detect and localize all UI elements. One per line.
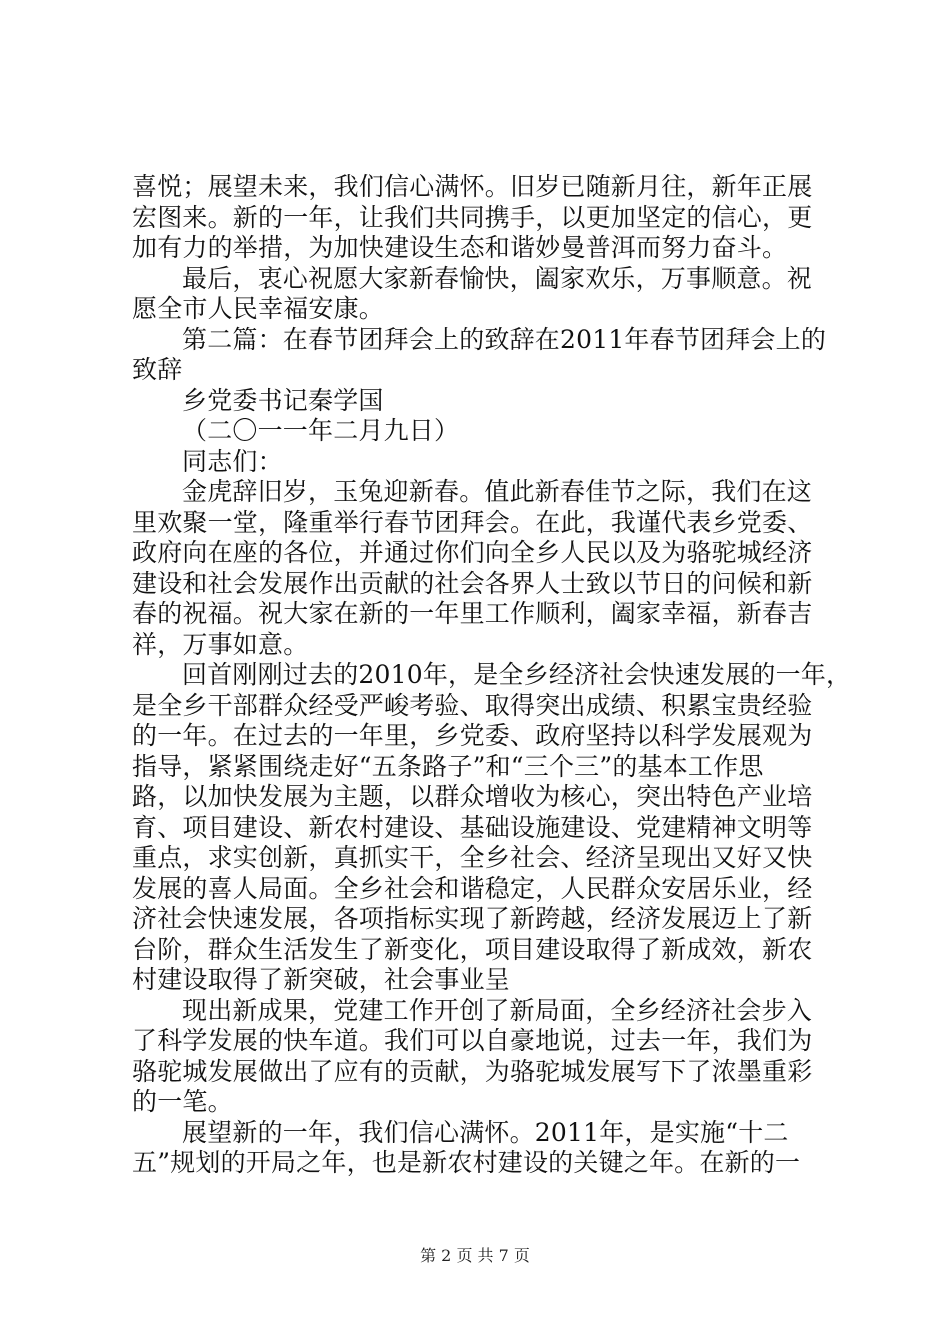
text-line: 了科学发展的快车道。我们可以自豪地说，过去一年，我们为 (132, 1026, 813, 1055)
text-line: 育、项目建设、新农村建设、基础设施建设、党建精神文明等 (132, 812, 813, 842)
text-line: 祥，万事如意。 (132, 629, 309, 659)
text-line: 加有力的举措，为加快建设生态和谐妙曼普洱而努力奋斗。 (132, 233, 788, 262)
text-line: 乡党委书记秦学国 (182, 385, 384, 415)
text-line: 的一笔。 (132, 1087, 233, 1116)
text-line: （二〇一一年二月九日） (182, 416, 460, 445)
text-line: 春的祝福。祝大家在新的一年里工作顺利，阖家幸福，新春吉 (132, 599, 813, 628)
text-line: 回首刚刚过去的2010年，是全乡经济社会快速发展的一年， (182, 660, 852, 689)
text-line: 里欢聚一堂，隆重举行春节团拜会。在此，我谨代表乡党委、 (132, 507, 813, 537)
text-line: 政府向在座的各位，并通过你们向全乡人民以及为骆驼城经济 (132, 538, 813, 567)
text-line: 五”规划的开局之年，也是新农村建设的关键之年。在新的一 (132, 1148, 801, 1177)
document-body (132, 172, 852, 1179)
text-line: 致辞 (132, 355, 183, 384)
text-line: 愿全市人民幸福安康。 (132, 294, 385, 323)
text-line: 路，以加快发展为主题，以群众增收为核心，突出特色产业培 (132, 782, 813, 811)
text-line: 现出新成果，党建工作开创了新局面，全乡经济社会步入 (182, 995, 813, 1025)
text-line: 最后，衷心祝愿大家新春愉快，阖家欢乐，万事顺意。祝 (182, 263, 813, 293)
text-line: 第二篇：在春节团拜会上的致辞在2011年春节团拜会上的 (182, 324, 827, 354)
text-line: 喜悦；展望未来，我们信心满怀。旧岁已随新月往，新年正展 (132, 172, 813, 201)
page-footer: 第 2 页 共 7 页 (420, 1246, 530, 1265)
text-line: 宏图来。新的一年，让我们共同携手，以更加坚定的信心，更 (132, 202, 813, 232)
text-line: 指导，紧紧围绕走好“五条路子”和“三个三”的基本工作思 (132, 751, 764, 781)
text-line: 的一年。在过去的一年里，乡党委、政府坚持以科学发展观为 (132, 721, 813, 750)
text-line: 台阶，群众生活发生了新变化，项目建设取得了新成效，新农 (132, 934, 813, 964)
text-line: 展望新的一年，我们信心满怀。2011年，是实施“十二 (182, 1117, 789, 1147)
text-line: 同志们： (182, 446, 283, 476)
text-line: 重点，求实创新，真抓实干，全乡社会、经济呈现出又好又快 (132, 843, 813, 872)
text-line: 济社会快速发展，各项指标实现了新跨越，经济发展迈上了新 (132, 904, 813, 933)
text-line: 金虎辞旧岁，玉兔迎新春。值此新春佳节之际，我们在这 (182, 477, 813, 506)
text-line: 村建设取得了新突破，社会事业呈 (132, 965, 511, 994)
text-line: 骆驼城发展做出了应有的贡献，为骆驼城发展写下了浓墨重彩 (132, 1056, 813, 1086)
text-line: 建设和社会发展作出贡献的社会各界人士致以节日的问候和新 (132, 568, 813, 598)
text-line: 是全乡干部群众经受严峻考验、取得突出成绩、积累宝贵经验 (132, 690, 813, 720)
text-line: 发展的喜人局面。全乡社会和谐稳定，人民群众安居乐业，经 (132, 873, 813, 903)
